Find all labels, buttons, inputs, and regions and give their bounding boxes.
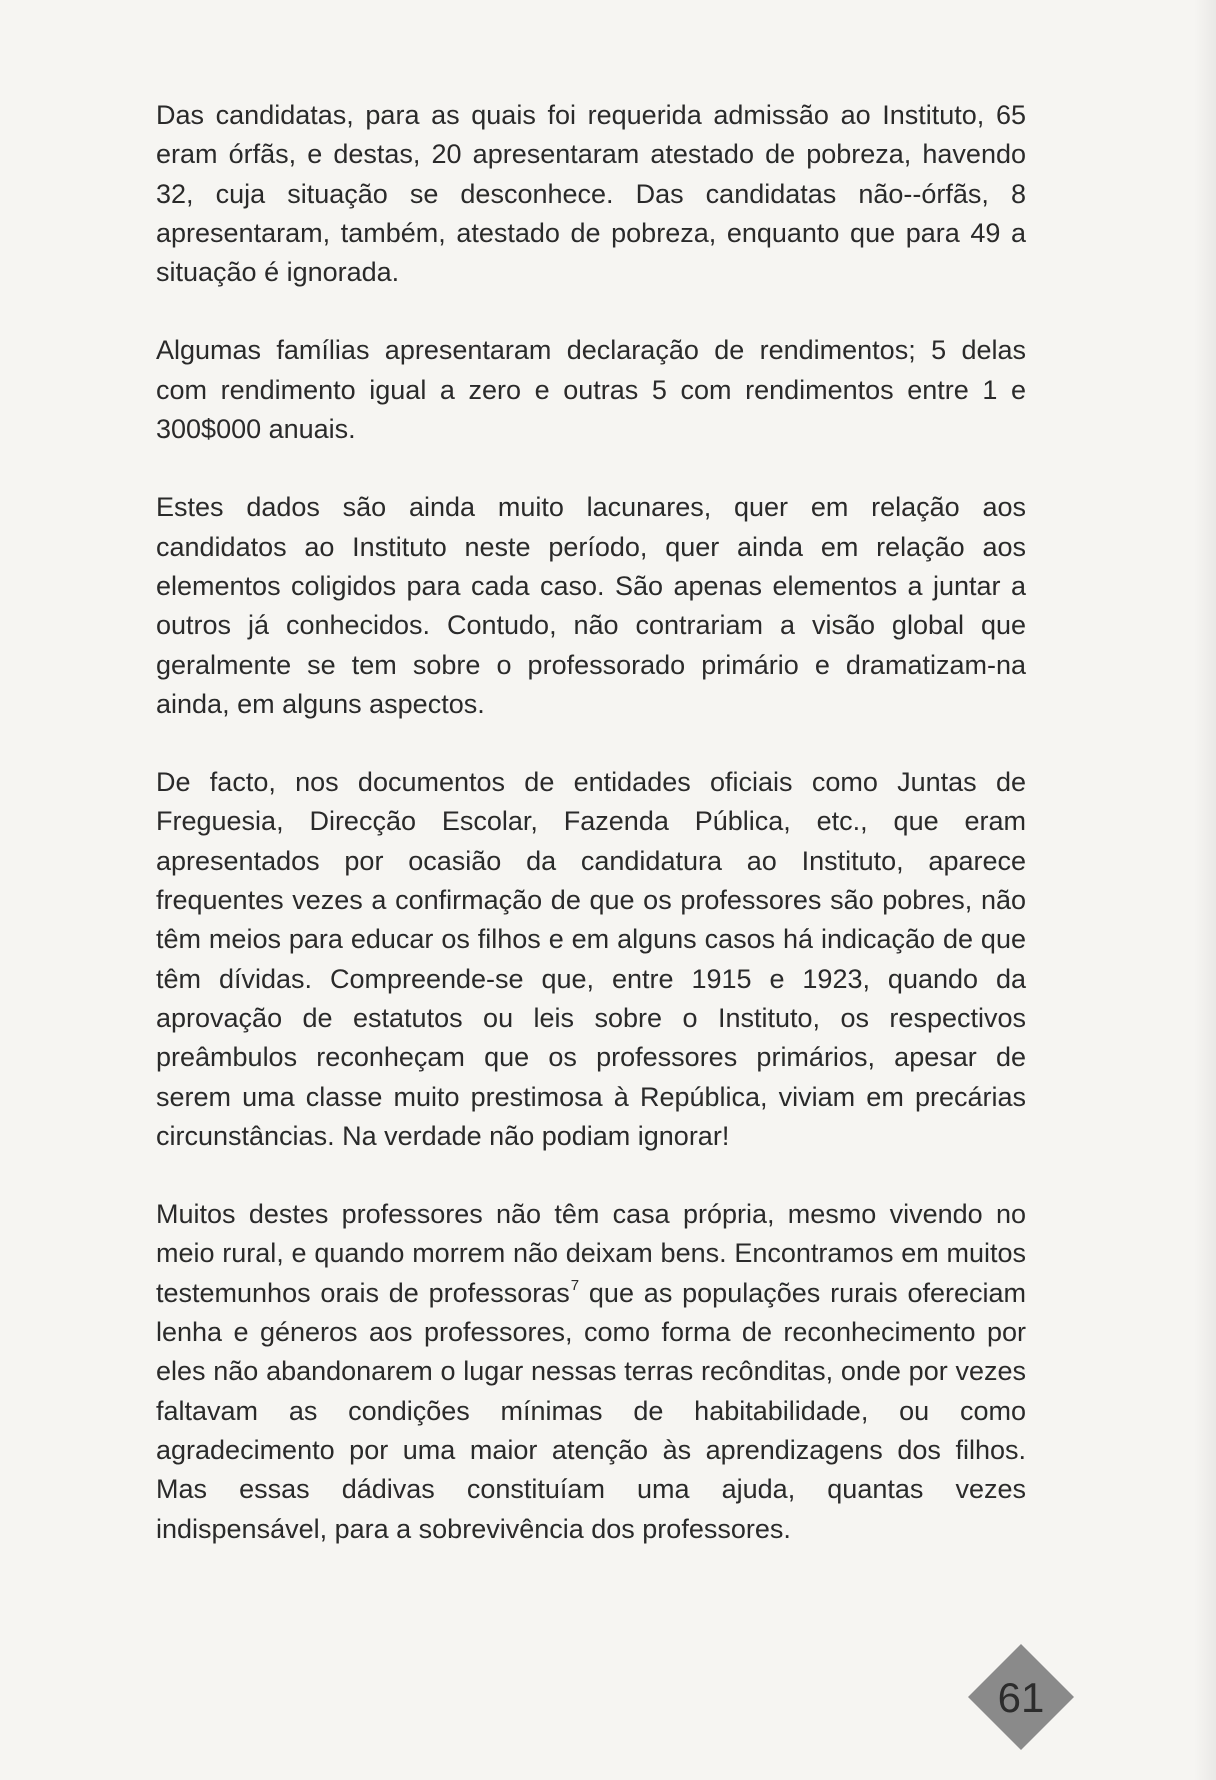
paragraph-5: [156, 1195, 1026, 1549]
page-number: 61: [997, 1674, 1045, 1721]
paragraph-4: De facto, nos documentos de entidades oficiais como Juntas de Freguesia, Direcção Escolar, Fazenda Pública, etc., que eram apresentados por ocasião da candidatura ao Instituto, aparece frequentes vezes a confirmação de que os professores são pobres, não têm meios para educar os filhos e em alguns casos há indicação de que têm dívidas. Compreende-se que, entre 1915 e 1923, quando da aprovação de estatutos ou leis sobre o Instituto, os respectivos preâmbulos reconheçam que os professores primários, apesar de serem uma classe muito prestimosa à República, viviam em precárias circunstâncias. Na verdade não podiam ignorar!: [156, 767, 1026, 1151]
page-number-badge: [966, 1642, 1076, 1752]
footnote-marker: 7: [570, 1276, 580, 1294]
diamond-badge-icon: [966, 1642, 1076, 1752]
paragraph-5-text-after-note: que as populações rurais ofereciam lenha e géneros aos professores, como forma de reconhecimento por eles não abandonarem o lugar nessas terras recônditas, onde por vezes faltavam as condições mínimas de habitabilidade, ou como agradecimento por uma maior atenção às aprendizagens dos filhos. Mas essas dádivas constituíam uma ajuda, quantas vezes indispensável, para a sobrevivência dos professores.: [156, 1277, 1027, 1544]
paragraph-3: Estes dados são ainda muito lacunares, quer em relação aos candidatos ao Instituto neste período, quer ainda em relação aos elementos coligidos para cada caso. São apenas elementos a juntar a outros já conhecidos. Contudo, não contrariam a visão global que geralmente se tem sobre o professorado primário e dramatizam-na ainda, em alguns aspectos.: [156, 492, 1026, 719]
paragraph-5-text-before-note: Muitos destes professores não têm casa própria, mesmo vivendo no meio rural, e quando morrem não deixam bens. Encontramos em muitos testemunhos orais de professoras: [156, 1199, 1026, 1308]
paragraph-1: Das candidatas, para as quais foi requerida admissão ao Instituto, 65 eram órfãs, e destas, 20 apresentaram atestado de pobreza, havendo 32, cuja situação se desconhece. Das candidatas não--órfãs, 8 apresentaram, também, atestado de pobreza, enquanto que para 49 a situação é ignorada.: [156, 100, 1026, 288]
body-text: [156, 96, 1026, 1549]
paragraph-2: Algumas famílias apresentaram declaração de rendimentos; 5 delas com rendimento igual a zero e outras 5 com rendimentos entre 1 e 300$000 anuais.: [156, 335, 1026, 445]
page-edge-shadow: [1194, 0, 1216, 1780]
